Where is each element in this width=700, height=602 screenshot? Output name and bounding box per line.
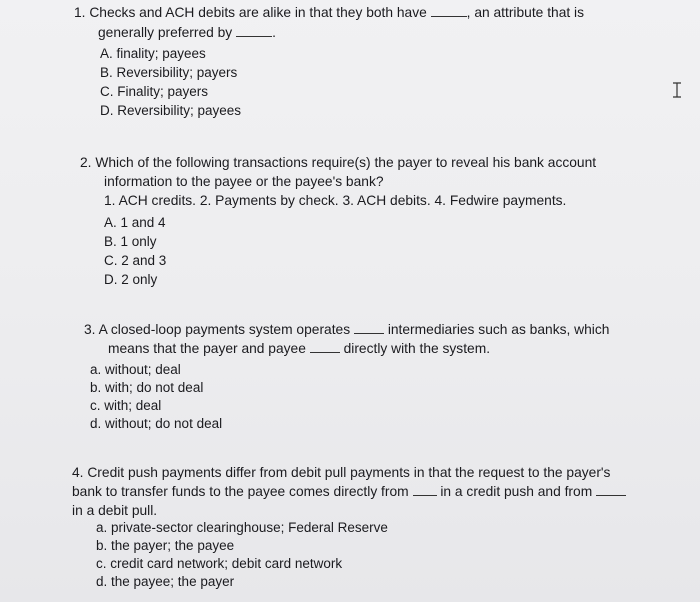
q3-option-a[interactable]: a. without; deal (90, 362, 181, 377)
q3-blank-2 (310, 340, 340, 353)
q4-blank-1 (413, 483, 437, 496)
q1-line2 (98, 24, 276, 41)
q4-option-c[interactable]: c. credit card network; debit card network (96, 556, 343, 571)
q3-stem-b: intermediaries such as banks, which (387, 322, 610, 337)
q3-line2 (108, 340, 490, 357)
q3-option-c[interactable]: c. with; deal (90, 398, 162, 413)
q4-stem-b: in a credit push and from (440, 484, 593, 499)
q2-line2: information to the payee or the payee's bank? (104, 174, 384, 189)
q4-line1: 4. Credit push payments differ from debit pull payments in that the request to the payer's (72, 465, 611, 480)
q1-option-a[interactable]: A. finality; payees (100, 46, 206, 61)
q3-stem-c: means that the payer and payee (108, 341, 306, 356)
q3-option-d[interactable]: d. without; do not deal (90, 416, 223, 431)
q3-line1 (84, 321, 609, 338)
q4-stem-a: bank to transfer funds to the payee comes directly from (72, 484, 409, 499)
q2-line3: 1. ACH credits. 2. Payments by check. 3. ACH debits. 4. Fedwire payments. (104, 193, 567, 208)
q3-blank-1 (354, 321, 384, 334)
q4-option-a[interactable]: a. private-sector clearinghouse; Federal Reserve (96, 520, 388, 535)
q3-option-b[interactable]: b. with; do not deal (90, 380, 204, 395)
q4-option-b[interactable]: b. the payer; the payee (96, 538, 235, 553)
text-cursor-icon-svg (672, 82, 682, 98)
q3-stem-d: directly with the system. (343, 341, 491, 356)
q2-option-b[interactable]: B. 1 only (104, 234, 157, 249)
q1-option-c[interactable]: C. Finality; payers (100, 84, 209, 99)
q1-stem-c: generally preferred by (98, 25, 233, 40)
text-cursor-icon (672, 82, 684, 99)
q1-stem-a: 1. Checks and ACH debits are alike in that they both have (74, 5, 427, 20)
q2-line1: 2. Which of the following transactions require(s) the payer to reveal his bank account (80, 155, 597, 170)
q2-option-c[interactable]: C. 2 and 3 (104, 253, 167, 268)
q4-option-d[interactable]: d. the payee; the payer (96, 574, 235, 589)
q1-option-b[interactable]: B. Reversibility; payers (100, 65, 238, 80)
q1-option-d[interactable]: D. Reversibility; payees (100, 103, 242, 118)
q4-line3: in a debit pull. (72, 503, 158, 518)
q1-stem-b: , an attribute that is (466, 5, 584, 20)
q4-line2 (72, 483, 626, 500)
q2-option-a[interactable]: A. 1 and 4 (104, 215, 166, 230)
q1-period: . (272, 25, 276, 40)
q2-option-d[interactable]: D. 2 only (104, 272, 158, 287)
q4-blank-2 (596, 483, 626, 496)
q3-stem-a: 3. A closed-loop payments system operates (84, 322, 351, 337)
q1-blank-2 (236, 24, 272, 37)
q1-blank-1 (431, 4, 467, 17)
q1-line1 (74, 4, 584, 21)
